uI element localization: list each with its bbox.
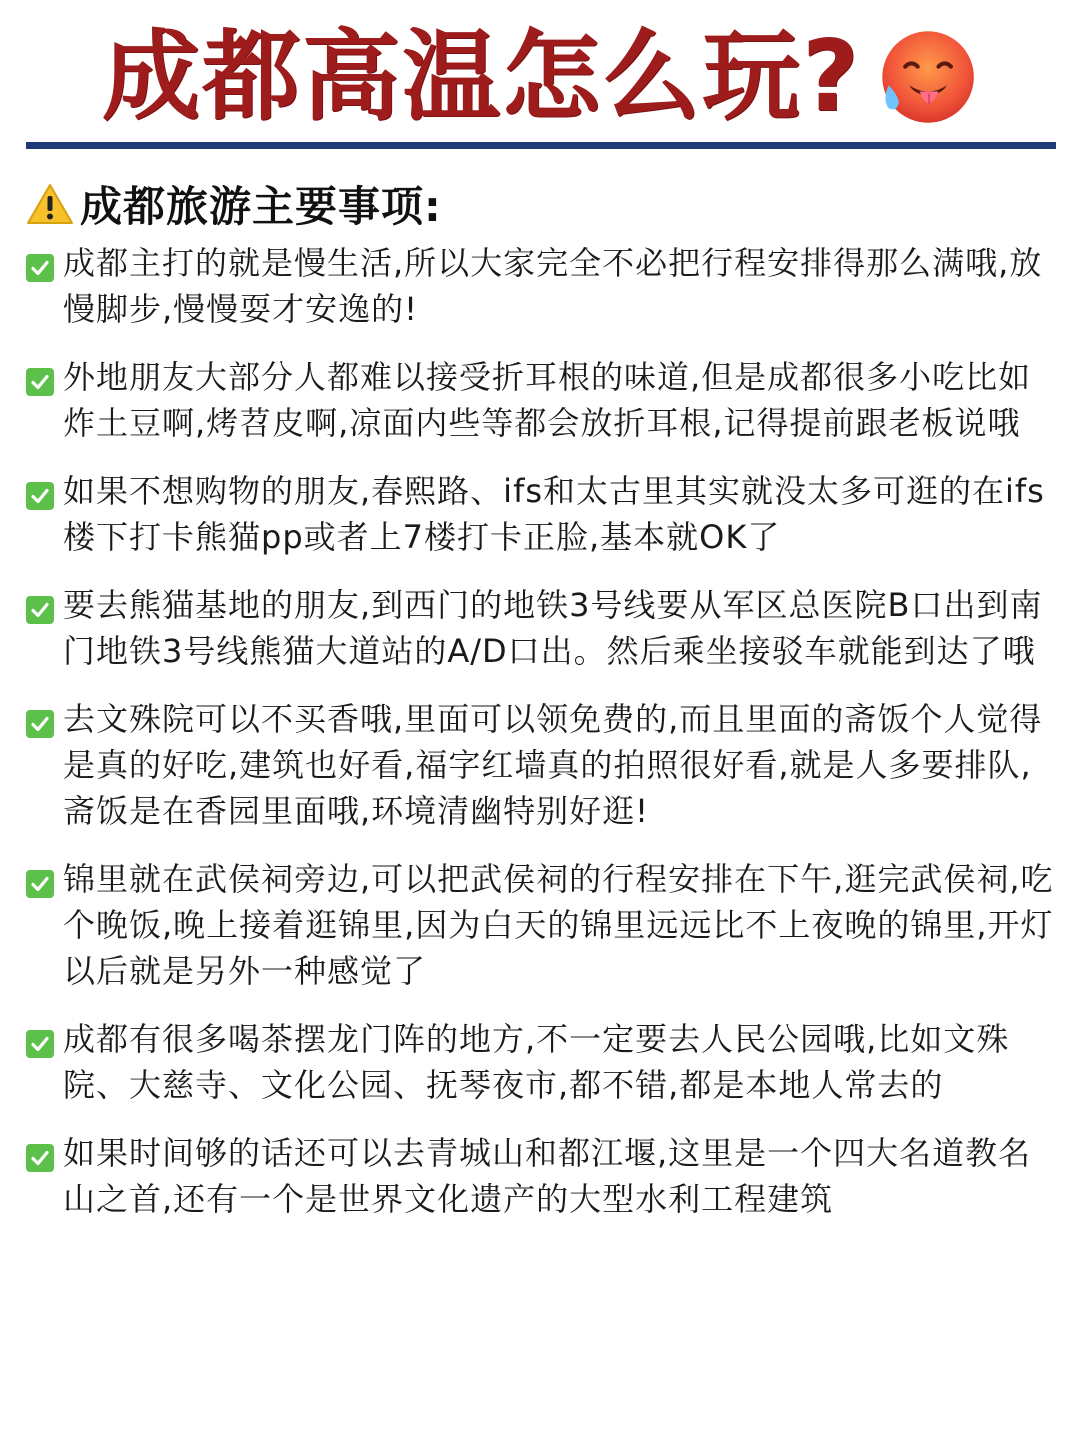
tip-item — [26, 582, 1056, 674]
tip-item — [26, 468, 1056, 560]
tip-item — [26, 856, 1056, 994]
check-icon — [26, 482, 54, 510]
page-title: 成都高温怎么玩? — [102, 20, 861, 134]
check-icon — [26, 1144, 54, 1172]
tips-list — [26, 240, 1056, 1244]
tip-text: 锦里就在武侯祠旁边,可以把武侯祠的行程安排在下午,逛完武侯祠,吃个晚饭,晚上接着逛锦里,因为白天的锦里远远比不上夜晚的锦里,开灯以后就是另外一种感觉了 — [63, 860, 1054, 990]
section-heading-text: 成都旅游主要事项: — [80, 182, 442, 231]
tip-text: 成都有很多喝茶摆龙门阵的地方,不一定要去人民公园哦,比如文殊院、大慈寺、文化公园、抚琴夜市,都不错,都是本地人常去的 — [63, 1020, 1010, 1104]
tip-text: 如果时间够的话还可以去青城山和都江堰,这里是一个四大名道教名山之首,还有一个是世界文化遗产的大型水利工程建筑 — [63, 1134, 1032, 1218]
tip-item — [26, 354, 1056, 446]
tip-text: 要去熊猫基地的朋友,到西门的地铁3号线要从军区总医院B口出到南门地铁3号线熊猫大道站的A/D口出。然后乘坐接驳车就能到达了哦 — [63, 586, 1043, 670]
header-divider — [26, 142, 1056, 149]
check-icon — [26, 596, 54, 624]
check-icon — [26, 710, 54, 738]
tip-item — [26, 696, 1056, 834]
section-heading — [26, 172, 442, 236]
tip-text: 去文殊院可以不买香哦,里面可以领免费的,而且里面的斋饭个人觉得是真的好吃,建筑也好看,福字红墙真的拍照很好看,就是人多要排队,斋饭是在香园里面哦,环境清幽特别好逛! — [63, 700, 1043, 830]
tip-text: 外地朋友大部分人都难以接受折耳根的味道,但是成都很多小吃比如炸土豆啊,烤苕皮啊,凉面内些等都会放折耳根,记得提前跟老板说哦 — [63, 358, 1032, 442]
tip-item — [26, 1016, 1056, 1108]
check-icon — [26, 1030, 54, 1058]
check-icon — [26, 368, 54, 396]
check-icon — [26, 254, 54, 282]
tip-item — [26, 240, 1056, 332]
tip-text: 成都主打的就是慢生活,所以大家完全不必把行程安排得那么满哦,放慢脚步,慢慢耍才安逸的! — [63, 244, 1043, 328]
warning-icon — [26, 182, 74, 226]
title-row — [0, 22, 1080, 132]
tip-item — [26, 1130, 1056, 1222]
tip-text: 如果不想购物的朋友,春熙路、ifs和太古里其实就没太多可逛的在ifs楼下打卡熊猫pp或者上7楼打卡正脸,基本就OK了 — [63, 472, 1045, 556]
check-icon — [26, 870, 54, 898]
hot-face-icon — [874, 25, 978, 129]
header — [0, 0, 1080, 150]
